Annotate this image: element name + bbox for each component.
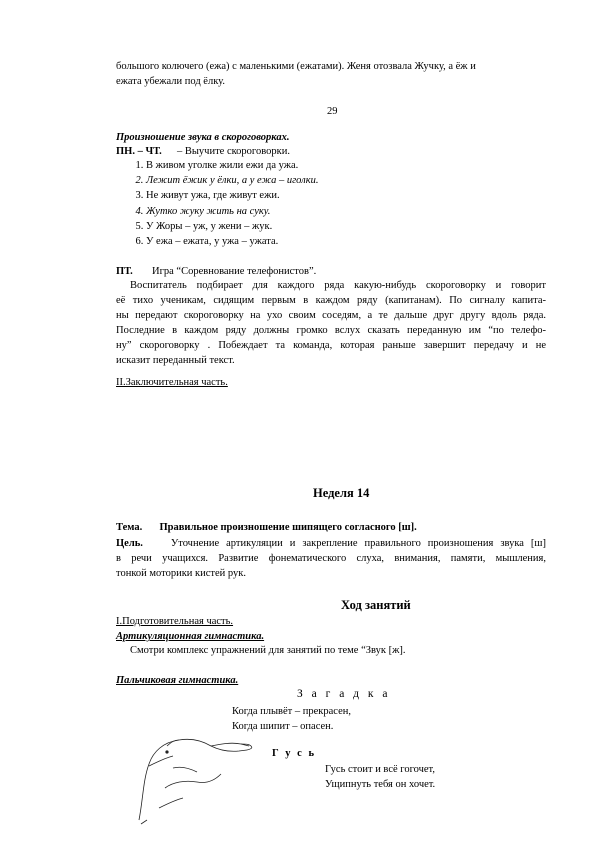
tongue-twister-item: 1. В живом уголке жили ежи да ужа.: [146, 158, 319, 173]
continuation-line-1: большого колючего (ежа) с маленькими (ежатами). Женя отозвала Жучку, а ёж и: [116, 61, 476, 72]
artic-text: Смотри комплекс упражнений для занятий по теме “Звук [ж].: [130, 645, 406, 656]
riddle-line: Когда плывёт – прекрасен,: [232, 706, 351, 717]
goal-line: тонкой моторики кистей рук.: [116, 568, 247, 580]
game-line: Воспитатель подбирает для каждого ряда какую-нибудь скороговорку и говорит: [130, 280, 546, 291]
tongue-twister-item: 3. Не живут ужа, где живут ежи.: [146, 188, 319, 203]
prep-part-heading: I.Подготовительная часть.: [116, 616, 234, 627]
goal-line: в речи учащихся. Развитие фонематического слуха, внимания, памяти, мышления,: [116, 553, 546, 565]
continuation-line-2: ежата убежали под ёлку.: [116, 76, 225, 87]
game-line: исказит переданный текст.: [116, 355, 235, 367]
game-description: [116, 278, 546, 369]
game-line: ну” скороговорку . Побеждает та команда, которая раньше завершит передачу и не: [116, 340, 546, 352]
riddle-title: З а г а д к а: [297, 688, 391, 700]
riddle-line: Когда шипит – опасен.: [232, 721, 334, 732]
tongue-twister-item: 4. Жутко жуку жить на суку.: [146, 204, 319, 219]
topic-text: Правильное произношение шипящего согласного [ш].: [159, 522, 417, 533]
task-text: – Выучите скороговорки.: [177, 146, 290, 157]
game-title: Игра “Соревнование телефонистов”.: [152, 266, 317, 277]
tongue-twister-item: 5. У Жоры – уж, у жени – жук.: [146, 219, 319, 234]
lesson-title: Ход занятий: [341, 598, 411, 612]
goose-hand-illustration: [127, 728, 307, 828]
topic-label: Тема.: [116, 522, 143, 533]
task-code: ПН. – ЧТ.: [116, 146, 162, 157]
goal-block: [116, 536, 546, 581]
task-line: [116, 144, 290, 159]
topic-line: [116, 520, 417, 535]
finger-gym-heading: Пальчиковая гимнастика.: [116, 675, 239, 686]
tongue-twister-item: 2. Лежит ёжик у ёлки, а у ежа – иголки.: [146, 173, 319, 188]
page-number: 29: [327, 106, 338, 117]
game-heading: [116, 264, 316, 279]
tongue-twister-item: 6. У ежа – ежата, у ужа – ужата.: [146, 234, 319, 249]
artic-heading: Артикуляционная гимнастика.: [116, 631, 265, 642]
game-code: ПТ.: [116, 266, 133, 277]
hand-outline: [139, 739, 247, 820]
section-heading-tongue-twisters: Произношение звука в скороговорках.: [116, 132, 290, 143]
goose-poem-line: Гусь стоит и всё гогочет,: [325, 764, 435, 775]
game-line: ны передают скороговорку на ухо своим соседям, а те дальше друг другу вдоль ряда.: [116, 310, 546, 322]
goose-poem-line: Ущипнуть тебя он хочет.: [325, 779, 436, 790]
final-part-heading: II.Заключительная часть.: [116, 377, 228, 388]
goal-line: Цель. Уточнение артикуляции и закрепление правильного произношения звука [ш]: [116, 538, 547, 549]
week-title: Неделя 14: [313, 486, 370, 500]
game-line: её тихо ученикам, сидящим первым в каждом ряду (капитанам). По сигналу капита-: [116, 295, 546, 307]
goose-title: Г у с ь: [272, 748, 317, 759]
goose-eye: [166, 751, 168, 753]
tongue-twister-list: [128, 158, 319, 249]
game-line: Последние в каждом ряду должны громко вслух сказать переданную им “по телефо-: [116, 325, 546, 337]
goal-label: Цель.: [116, 538, 143, 549]
